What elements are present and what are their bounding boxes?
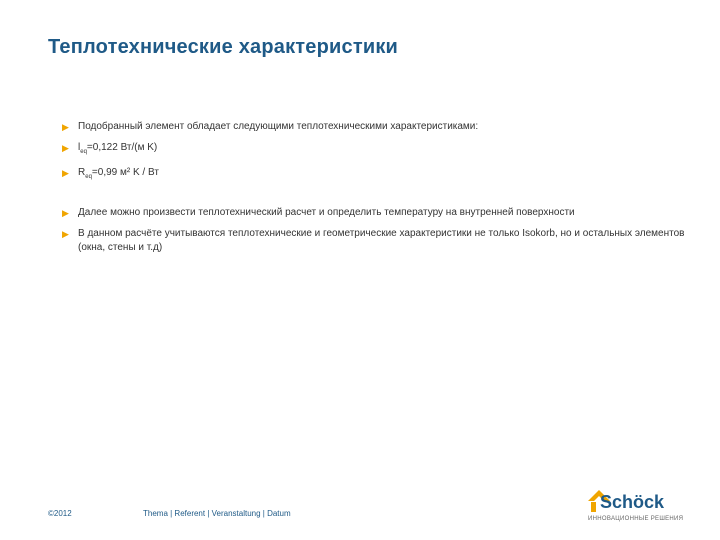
- lambda-symbol: l: [78, 142, 81, 153]
- company-logo: [588, 490, 698, 530]
- triangle-bullet-icon: ▶: [62, 208, 69, 218]
- lambda-subscript: eq: [80, 149, 87, 155]
- logo-wordmark: Schöck: [600, 492, 665, 512]
- bullet-item: [62, 120, 692, 134]
- triangle-bullet-icon: ▶: [62, 168, 69, 178]
- bullet-item: [62, 227, 692, 255]
- logo-tagline: ИННОВАЦИОННЫЕ РЕШЕНИЯ: [588, 516, 684, 522]
- footer-info: Thema | Referent | Veranstaltung | Datum: [143, 509, 291, 518]
- bullet-text: Подобранный элемент обладает следующими теплотехническими характеристиками:: [78, 121, 479, 132]
- bullet-item: [62, 166, 692, 184]
- bullet-text: В данном расчёте учитываются теплотехнические и геометрические характеристики не только Isokorb, но и остальных элементов (окна, стены и т.д): [78, 228, 685, 253]
- triangle-bullet-icon: ▶: [62, 143, 69, 153]
- bullet-text: [78, 166, 692, 184]
- triangle-bullet-icon: ▶: [62, 122, 69, 132]
- resistance-symbol: R: [78, 167, 86, 178]
- footer-copyright: ©2012: [48, 509, 72, 518]
- bullet-item: [62, 141, 692, 159]
- lambda-value: =0,122 Вт/(м K): [86, 142, 158, 153]
- resistance-value: =0,99 м² K / Вт: [91, 167, 159, 178]
- bullet-text: [78, 141, 692, 159]
- bullet-list: [62, 120, 692, 262]
- bullet-item: [62, 206, 692, 220]
- bullet-text: Далее можно произвести теплотехнический расчет и определить температуру на внутренней поверхности: [78, 207, 575, 218]
- page-title: Теплотехнические характеристики: [48, 36, 399, 58]
- triangle-bullet-icon: ▶: [62, 229, 69, 239]
- resistance-subscript: eq: [85, 174, 92, 180]
